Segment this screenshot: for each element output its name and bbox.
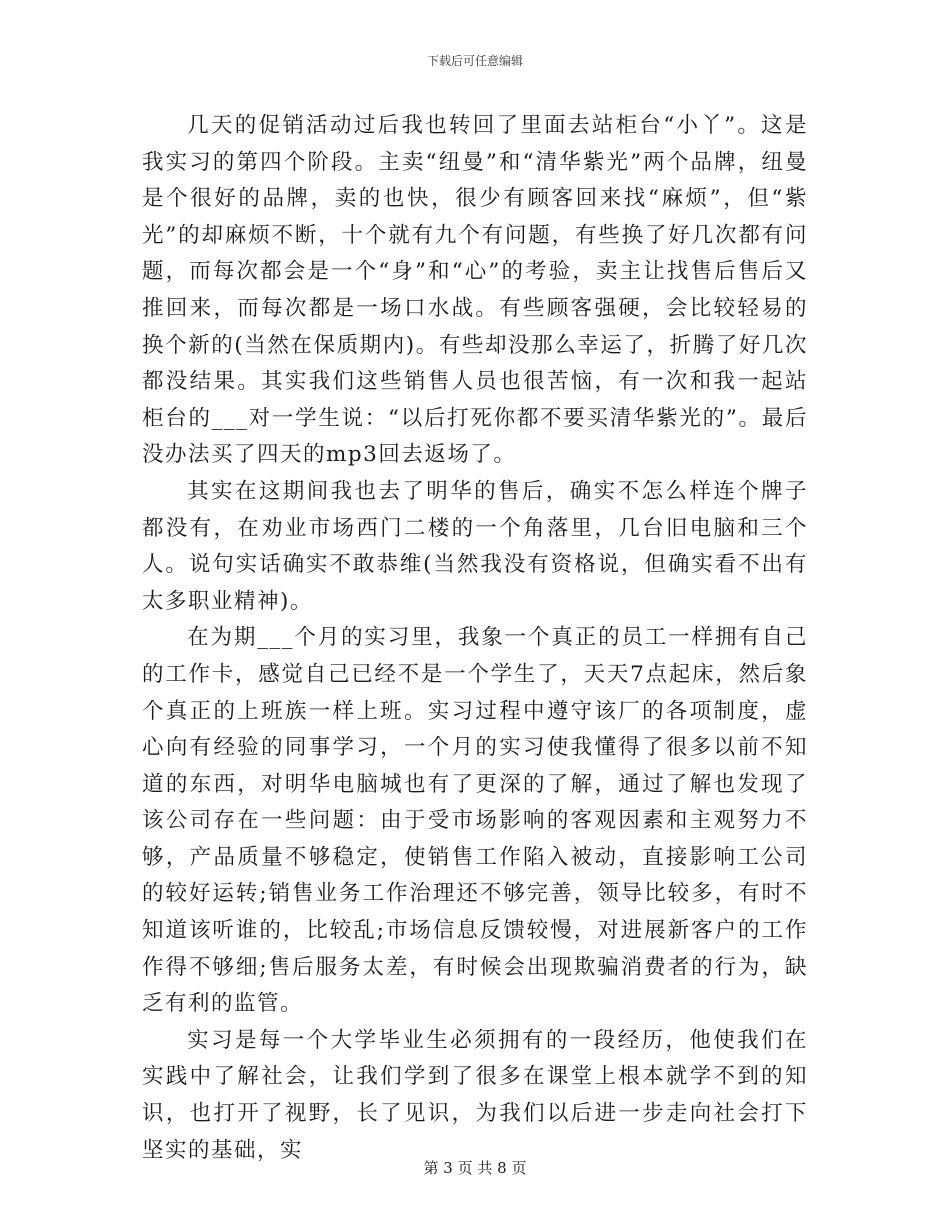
paragraph-1: 几天的促销活动过后我也转回了里面去站柜台“小丫”。这是我实习的第四个阶段。主卖“纽曼”和“清华紫光”两个品牌，纽曼是个很好的品牌，卖的也快，很少有顾客回来找“麻烦”，但“紫光”的却麻烦不断，十个就有九个有问题，有些换了好几次都有问题，而每次都会是一个“身”和“心”的考验，卖主让找售后售后又推回来，而每次都是一场口水战。有些顾客强硬，会比较轻易的换个新的(当然在保质期内)。有些却没那么幸运了，折腾了好几次都没结果。其实我们这些销售人员也很苦恼，有一次和我一起站柜台的___对一学生说：“以后打死你都不要买清华紫光的”。最后没办法买了四天的mp3回去返场了。 — [142, 113, 808, 468]
page-number-footer: 第 3 页 共 8 页 — [423, 1159, 527, 1177]
paragraph-2: 其实在这期间我也去了明华的售后，确实不怎么样连个牌子都没有，在劝业市场西门二楼的一个角落里，几台旧电脑和三个人。说句实话确实不敢恭维(当然我没有资格说，但确实看不出有太多职业精神)。 — [142, 478, 808, 614]
paragraph-3: 在为期___个月的实习里，我象一个真正的员工一样拥有自己的工作卡，感觉自己已经不是一个学生了，天天7点起床，然后象个真正的上班族一样上班。实习过程中遵守该厂的各项制度，虚心向有经验的同事学习，一个月的实习使我懂得了很多以前不知道的东西，对明华电脑城也有了更深的了解，通过了解也发现了该公司存在一些问题：由于受市场影响的客观因素和主观努力不够，产品质量不够稳定，使销售工作陷入被动，直接影响工公司的较好运转;销售业务工作治理还不够完善，领导比较多，有时不知道该听谁的，比较乱;市场信息反馈较慢，对进展新客户的工作作得不够细;售后服务太差，有时候会出现欺骗消费者的行为，缺乏有利的监管。 — [142, 625, 808, 1017]
document-body — [142, 108, 808, 1169]
paragraph-4: 实习是每一个大学毕业生必须拥有的一段经历，他使我们在实践中了解社会，让我们学到了很多在课堂上根本就学不到的知识，也打开了视野，长了见识，为我们以后进一步走向社会打下坚实的基础，实 — [142, 1027, 808, 1163]
page-header: 下载后可任意编辑 — [426, 54, 523, 68]
